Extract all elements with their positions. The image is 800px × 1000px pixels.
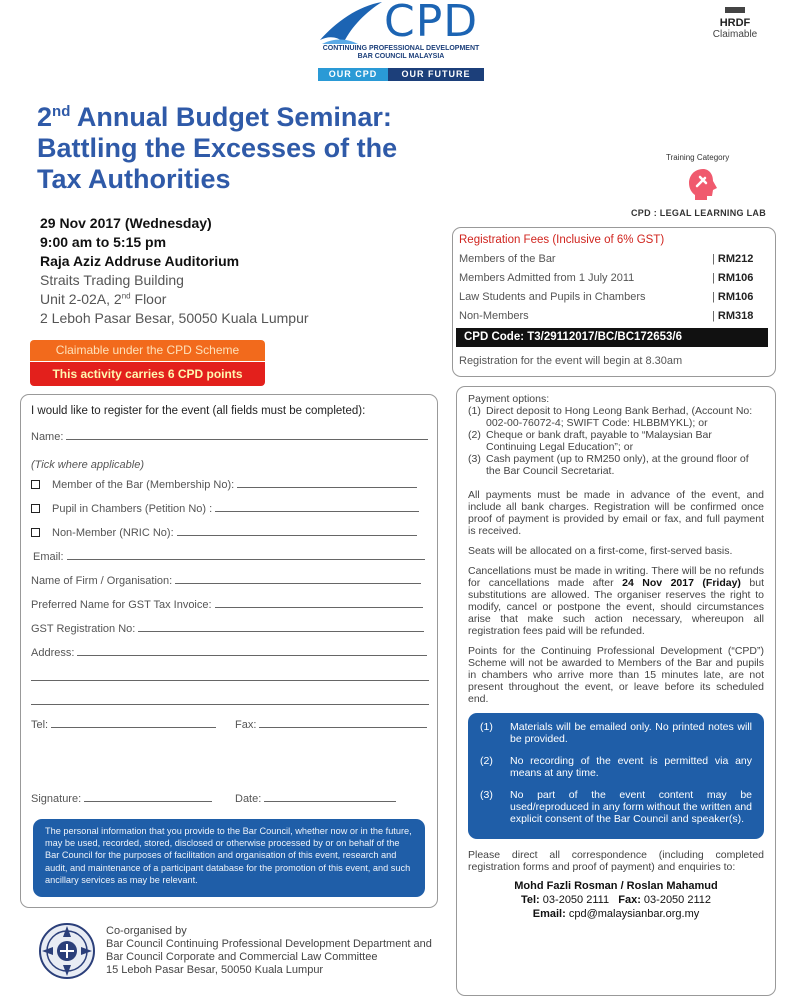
pupil-checkbox[interactable] (31, 504, 40, 513)
event-date: 29 Nov 2017 (Wednesday) (40, 215, 212, 231)
co-organiser: Co-organised by Bar Council Continuing Professional Development Department and Bar Council Corporate and Commercial Law Committee 15 Leboh Pasar Besar, 50050 Kuala Lumpur (106, 925, 432, 976)
event-details: 29 Nov 2017 (Wednesday) 9:00 am to 5:15 pm Raja Aziz Addruse Auditorium Straits Trading Building Unit 2-02A, 2nd Floor 2 Leboh Pasar Besar, 50050 Kuala Lumpur (40, 215, 309, 326)
tel-field[interactable] (51, 717, 216, 728)
address-field[interactable] (77, 645, 427, 656)
logo-tagline: CONTINUING PROFESSIONAL DEVELOPMENT BAR COUNCIL MALAYSIA (322, 45, 480, 60)
fee-row: Members Admitted from 1 July 2011 | RM106 (459, 272, 781, 284)
date-field[interactable] (264, 791, 396, 802)
cpd-code: CPD Code: T3/29112017/BC/BC172653/6 (456, 328, 768, 347)
address-line[interactable] (31, 704, 429, 705)
registration-form: I would like to register for the event (all fields must be completed): Name: (Tick where applicable) Member of the Bar (Membership No): Pupil in Chambers (Petition No) : Non-Member (NRIC No): Email: Name of Firm / Organisation: Preferred Name for GST Tax Invoice: GST Registration No: Address: Tel: Fax: Signature: Date: The personal information that you provide to the Bar Council, whether now or in the future, may be used, recorded, stored, disclosed or otherwise processed by or on behalf of the Bar Council for the purposes of facilitation and organisation of this event, research and audit, and maintenance of a participant database for the promotion of this event, and such ancillary services as may be relevant. (20, 394, 438, 908)
email-link[interactable]: cpd@malaysianbar.org.my (568, 908, 700, 920)
note-item: (2) No recording of the event is permitted via any means at any time. (480, 755, 752, 779)
bar-council-crest-icon (38, 922, 96, 980)
hrdf-icon (725, 7, 745, 13)
logo-word: CPD (384, 0, 479, 47)
hrdf-logo: HRDF Claimable (700, 0, 770, 41)
contact-block: Mohd Fazli Rosman / Roslan Mahamud Tel: 03-2050 2111 Fax: 03-2050 2112 Email: cpd@malaysianbar.org.my (514, 880, 718, 920)
fax-field[interactable] (259, 717, 427, 728)
fee-row: Members of the Bar | RM212 (459, 253, 781, 265)
event-venue: Raja Aziz Addruse Auditorium (40, 253, 240, 269)
event-notes (468, 713, 764, 839)
gst-number-field[interactable] (138, 621, 424, 632)
name-field[interactable] (66, 429, 428, 440)
cpd-points-badge: Claimable under the CPD Scheme This activity carries 6 CPD points (30, 340, 265, 386)
petition-no-field[interactable] (215, 501, 419, 512)
legal-learning-icon (686, 167, 720, 201)
fee-row: Law Students and Pupils in Chambers | RM106 (459, 291, 781, 303)
note-item: (1) Materials will be emailed only. No printed notes will be provided. (480, 721, 752, 745)
event-time: 9:00 am to 5:15 pm (40, 234, 167, 250)
payment-terms-box: Payment options: (1) Direct deposit to Hong Leong Bank Berhad, (Account No: 002-00-76072-4; SWIFT Code: HLBBMYKL); or (2) Cheque or bank draft, payable to “Malaysian Bar Continuing Legal Education”; or (3) Cash payment (up to RM250 only), at the ground floor of the Bar Council Secretariat. All payments must be made in advance of the event, and include all bank charges. Registration will be confirmed once proof of payment is provided by email or fax, and full payment is received. Seats will be allocated on a first-come, first-served basis. Cancellations must be made in writing. There will be no refunds for cancellations made after 24 Nov 2017 (Friday) but substitutions are allowed. The organiser reserves the right to modify, cancel or postpone the event, should circumstances arise that make such action necessary, whereupon all registration fees paid will be refunded. Points for the Continuing Professional Development (“CPD”) Scheme will not be awarded to Members of the Bar and pupils in chambers who arrive more than 15 minutes late, are not present throughout the event, or leave before its scheduled end. (1) Materials will be emailed only. No printed notes will be provided. (2) No recording of the event is permitted via any means at any time. (3) No part of the event content may be used/reproduced in any form without the written and explicit consent of the Bar Council and speaker(s). Please direct all correspondence (including completed registration forms and proof of payment) and enquiries to: Mohd Fazli Rosman / Roslan Mahamud Tel: 03-2050 2111 Fax: 03-2050 2112 Email: cpd@malaysianbar.org.my (456, 386, 776, 996)
registration-fees-box: Registration Fees (Inclusive of 6% GST) Members of the Bar | RM212 Members Admitted from 1 July 2011 | RM106 Law Students and Pupils in Chambers | RM106 Non-Members | RM318 CPD Code: T3/29112017/BC/BC172653/6 Registration for the event will begin at 8.30am (452, 227, 776, 377)
firm-field[interactable] (175, 573, 421, 584)
nonmember-checkbox[interactable] (31, 528, 40, 537)
membership-no-field[interactable] (237, 477, 417, 488)
privacy-notice: The personal information that you provide to the Bar Council, whether now or in the future, may be used, recorded, stored, disclosed or otherwise processed by or on behalf of the Bar Council for the purposes of facilitation and organisation of this event, research and audit, and maintenance of a participant database for the promotion of this event, and such ancillary services as may be relevant. (33, 819, 425, 897)
email-field[interactable] (67, 549, 425, 560)
logo-bar: OUR CPD OUR FUTURE (318, 68, 484, 81)
address-line[interactable] (31, 680, 429, 681)
note-item: (3) No part of the event content may be used/reproduced in any form without the written and explicit consent of the Bar Council and speaker(s). (480, 789, 752, 825)
gst-invoice-name-field[interactable] (215, 597, 423, 608)
cpd-logo (318, 0, 484, 82)
signature-field[interactable] (84, 791, 212, 802)
nric-field[interactable] (177, 525, 417, 536)
fee-row: Non-Members | RM318 (459, 310, 781, 322)
member-checkbox[interactable] (31, 480, 40, 489)
page-title: 2nd Annual Budget Seminar: Battling the Excesses of the Tax Authorities (37, 102, 398, 194)
wave-icon (318, 0, 384, 46)
